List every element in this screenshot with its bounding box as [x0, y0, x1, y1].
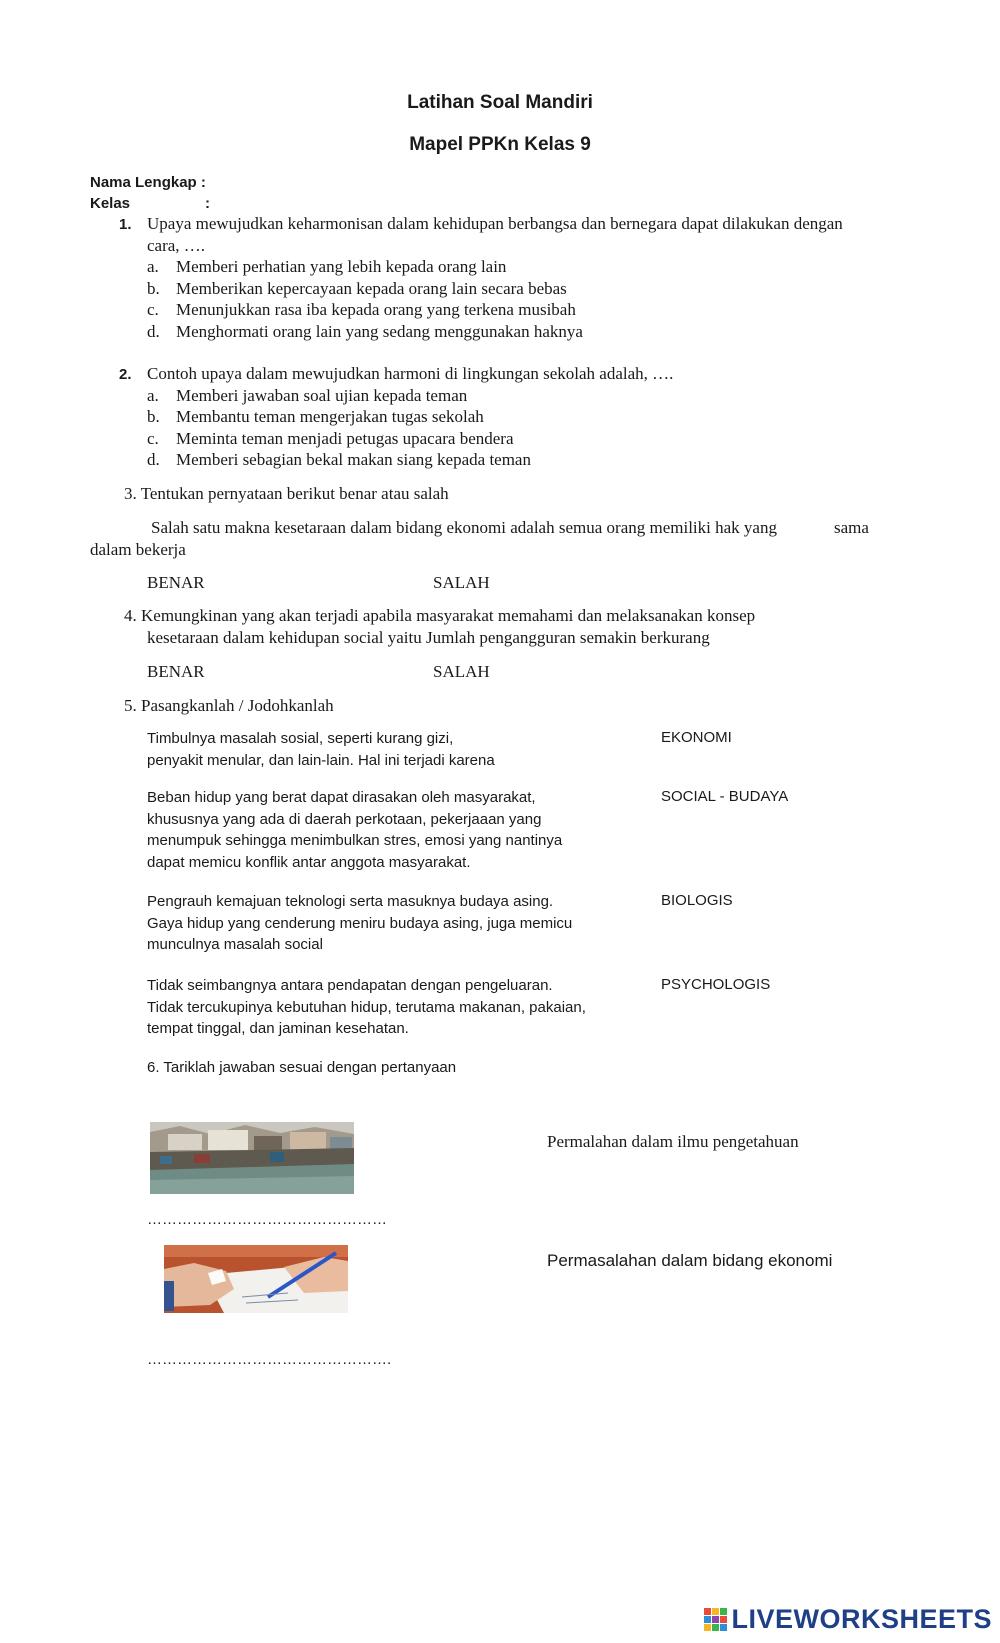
option-a[interactable]: Memberi perhatian yang lebih kepada orang lain	[176, 257, 507, 276]
matching-item-line: penyakit menular, dan lain-lain. Hal ini terjadi karena	[147, 752, 495, 769]
matching-item[interactable]	[147, 891, 572, 956]
statement-text: Salah satu makna kesetaraan dalam bidang ekonomi adalah semua orang memiliki hak yang	[151, 518, 777, 537]
option-letter: a.	[147, 257, 159, 276]
matching-item-line: Gaya hidup yang cenderung meniru budaya asing, juga memicu	[147, 914, 573, 932]
matching-item-line: Beban hidup yang berat dapat dirasakan oleh masyarakat,	[147, 789, 536, 806]
matching-answer[interactable]: BIOLOGIS	[661, 892, 733, 909]
answer-blank[interactable]: …………………………………………	[147, 1211, 387, 1228]
true-option[interactable]: BENAR	[147, 662, 205, 681]
true-option[interactable]: BENAR	[147, 573, 205, 592]
option-letter: b.	[147, 279, 160, 298]
question-text: 6. Tariklah jawaban sesuai dengan pertanyaan	[147, 1059, 457, 1076]
answer-blank[interactable]: ………………………………………….	[147, 1351, 392, 1368]
option-c[interactable]: Meminta teman menjadi petugas upacara bendera	[176, 429, 514, 448]
matching-answer[interactable]: SOCIAL - BUDAYA	[661, 788, 789, 805]
matching-answer[interactable]: EKONOMI	[661, 729, 732, 746]
logo-text: LIVEWORKSHEETS	[731, 1604, 992, 1634]
question-text: 3. Tentukan pernyataan berikut benar atau salah	[124, 484, 449, 503]
matching-item[interactable]	[147, 975, 586, 1040]
matching-item-line: Tidak tercukupinya kebutuhan hidup, terutama makanan, pakaian,	[147, 998, 586, 1016]
matching-item-line: khususnya yang ada di daerah perkotaan, pekerjaaan yang	[147, 810, 542, 828]
question-text: 4. Kemungkinan yang akan terjadi apabila masyarakat memahami dan melaksanakan konsep	[124, 606, 756, 625]
matching-item-line: Timbulnya masalah sosial, seperti kurang gizi,	[147, 730, 454, 747]
false-option[interactable]: SALAH	[433, 573, 490, 592]
option-a[interactable]: Memberi jawaban soal ujian kepada teman	[176, 386, 468, 405]
option-b[interactable]: Membantu teman mengerjakan tugas sekolah	[176, 407, 484, 426]
option-letter: d.	[147, 450, 160, 469]
option-b[interactable]: Memberikan kepercayaan kepada orang lain secara bebas	[176, 279, 567, 298]
matching-item-line: tempat tinggal, dan jaminan kesehatan.	[147, 1020, 409, 1037]
matching-item-line: Tidak seimbangnya antara pendapatan dengan pengeluaran.	[147, 977, 553, 994]
question-text: Contoh upaya dalam mewujudkan harmoni di lingkungan sekolah adalah, ….	[147, 364, 674, 383]
question-text: kesetaraan dalam kehidupan social yaitu Jumlah pengangguran semakin berkurang	[147, 628, 710, 647]
option-c[interactable]: Menunjukkan rasa iba kepada orang yang terkena musibah	[176, 300, 576, 319]
matching-item[interactable]	[147, 787, 562, 873]
question-number: 1.	[119, 216, 132, 233]
matching-item-line: menumpuk sehingga menimbulkan stres, emosi yang nantinya	[147, 832, 563, 849]
option-letter: c.	[147, 300, 159, 319]
liveworksheets-logo[interactable]	[704, 1604, 992, 1635]
option-letter: c.	[147, 429, 159, 448]
worksheet-subtitle: Mapel PPKn Kelas 9	[409, 134, 591, 155]
exam-writing-photo	[164, 1245, 348, 1313]
option-letter: b.	[147, 407, 160, 426]
statement-text: dalam bekerja	[90, 540, 186, 559]
matching-item[interactable]	[147, 728, 495, 772]
riverside-slum-photo	[150, 1122, 354, 1194]
option-letter: a.	[147, 386, 159, 405]
matching-item-line: dapat memicu konflik antar anggota masyarakat.	[147, 853, 471, 871]
option-letter: d.	[147, 322, 160, 341]
false-option[interactable]: SALAH	[433, 662, 490, 681]
worksheet-title: Latihan Soal Mandiri	[407, 92, 593, 113]
statement-text: sama	[834, 518, 869, 537]
matching-item-line: munculnya masalah social	[147, 936, 323, 953]
matching-item-line: Pengrauh kemajuan teknologi serta masuknya budaya asing.	[147, 893, 554, 910]
question-text: Upaya mewujudkan keharmonisan dalam kehidupan berbangsa dan bernegara dapat dilakukan dengan	[147, 214, 843, 233]
logo-grid-icon	[704, 1608, 727, 1631]
name-label: Nama Lengkap :	[90, 174, 206, 191]
option-d[interactable]: Menghormati orang lain yang sedang menggunakan haknya	[176, 322, 583, 341]
class-colon: :	[205, 195, 210, 212]
option-d[interactable]: Memberi sebagian bekal makan siang kepada teman	[176, 450, 531, 469]
class-label: Kelas	[90, 195, 131, 212]
answer-option[interactable]: Permalahan dalam ilmu pengetahuan	[547, 1132, 799, 1151]
question-text: cara, ….	[147, 236, 206, 255]
question-number: 2.	[119, 366, 132, 383]
matching-answer[interactable]: PSYCHOLOGIS	[661, 976, 771, 993]
answer-option[interactable]: Permasalahan dalam bidang ekonomi	[547, 1251, 833, 1270]
question-text: 5. Pasangkanlah / Jodohkanlah	[124, 696, 334, 715]
